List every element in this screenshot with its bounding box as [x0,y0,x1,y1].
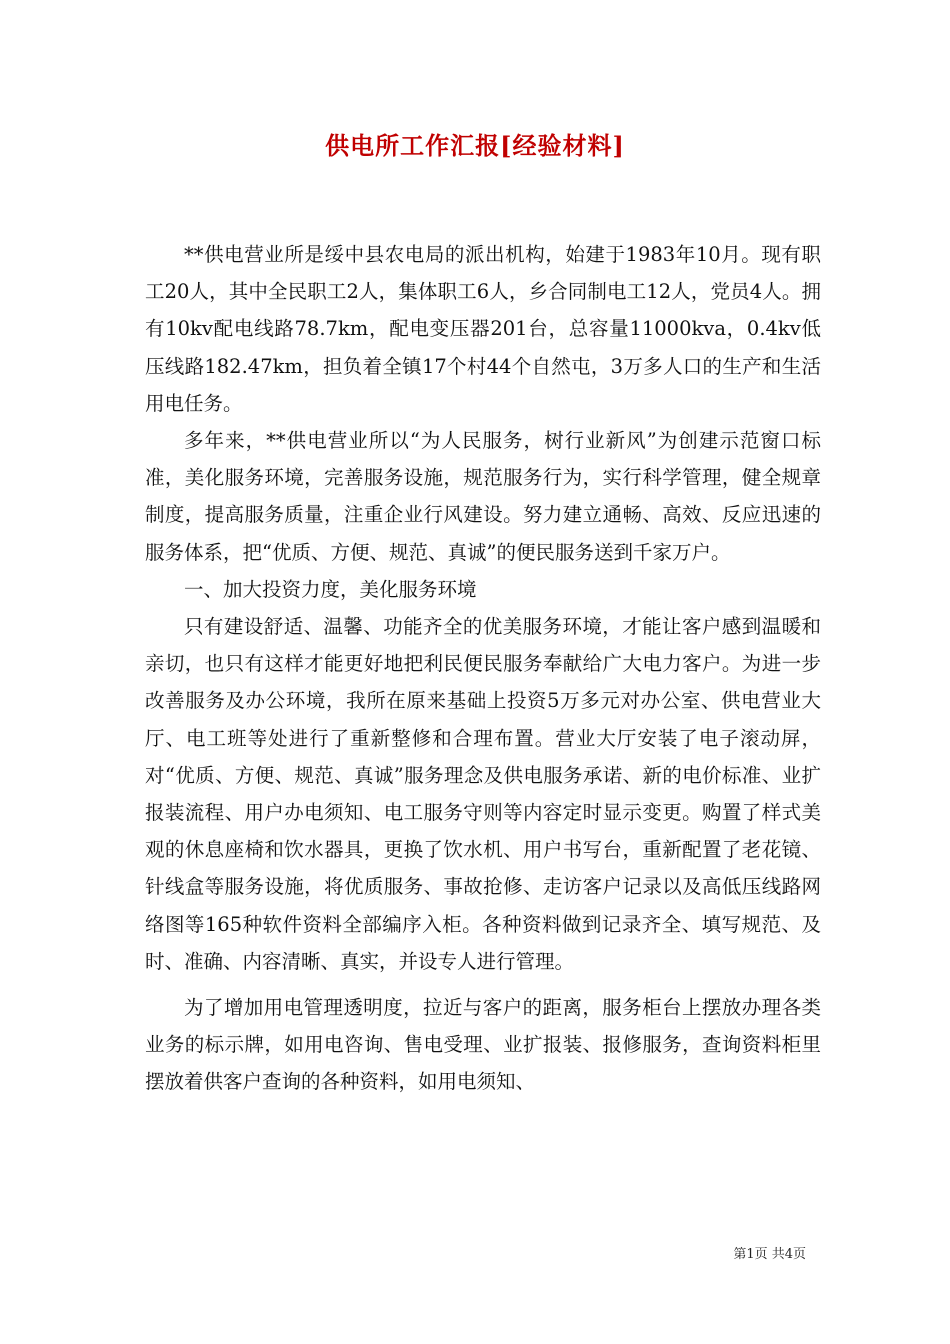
page-number-footer: 第1页 共4页 [733,1247,806,1262]
document-title: 供电所工作汇报[经验材料] [325,131,625,160]
section-heading-1: 一、加大投资力度，美化服务环境 [184,577,477,601]
paragraph-overview: 多年来，**供电营业所以“为人民服务，树行业新风”为创建示范窗口标准，美化服务环境，完善服务设施，规范服务行为，实行科学管理，健全规章制度，提高服务质量，注重企业行风建设。努力建立通畅、高效、反应迅速的服务体系，把“优质、方便、规范、真诚”的便民服务送到千家万户。 [145,429,821,564]
paragraph-intro: **供电营业所是绥中县农电局的派出机构，始建于1983年10月。现有职工20人，其中全民职工2人，集体职工6人，乡合同制电工12人，党员4人。拥有10kv配电线路78.7km，配电变压器201台，总容量11000kva，0.4kv低压线路182.47km，担负着全镇17个村44个自然屯，3万多人口的生产和生活用电任务。 [145,243,821,415]
paragraph-transparency: 为了增加用电管理透明度，拉近与客户的距离，服务柜台上摆放办理各类业务的标示牌，如用电咨询、售电受理、业扩报装、报修服务，查询资料柜里摆放着供客户查询的各种资料，如用电须知、 [145,996,821,1094]
paragraph-environment: 只有建设舒适、温馨、功能齐全的优美服务环境，才能让客户感到温暖和亲切，也只有这样才能更好地把利民便民服务奉献给广大电力客户。为进一步改善服务及办公环境，我所在原来基础上投资5万多元对办公室、供电营业大厅、电工班等处进行了重新整修和合理布置。营业大厅安装了电子滚动屏，对“优质、方便、规范、真诚”服务理念及供电服务承诺、新的电价标准、业扩报装流程、用户办电须知、电工服务守则等内容定时显示变更。购置了样式美观的休息座椅和饮水器具，更换了饮水机、用户书写台，重新配置了老花镜、针线盒等服务设施，将优质服务、事故抢修、走访客户记录以及高低压线路网络图等165种软件资料全部编序入柜。各种资料做到记录齐全、填写规范、及时、准确、内容清晰、真实，并设专人进行管理。 [145,615,821,973]
document-body [145,236,821,1101]
